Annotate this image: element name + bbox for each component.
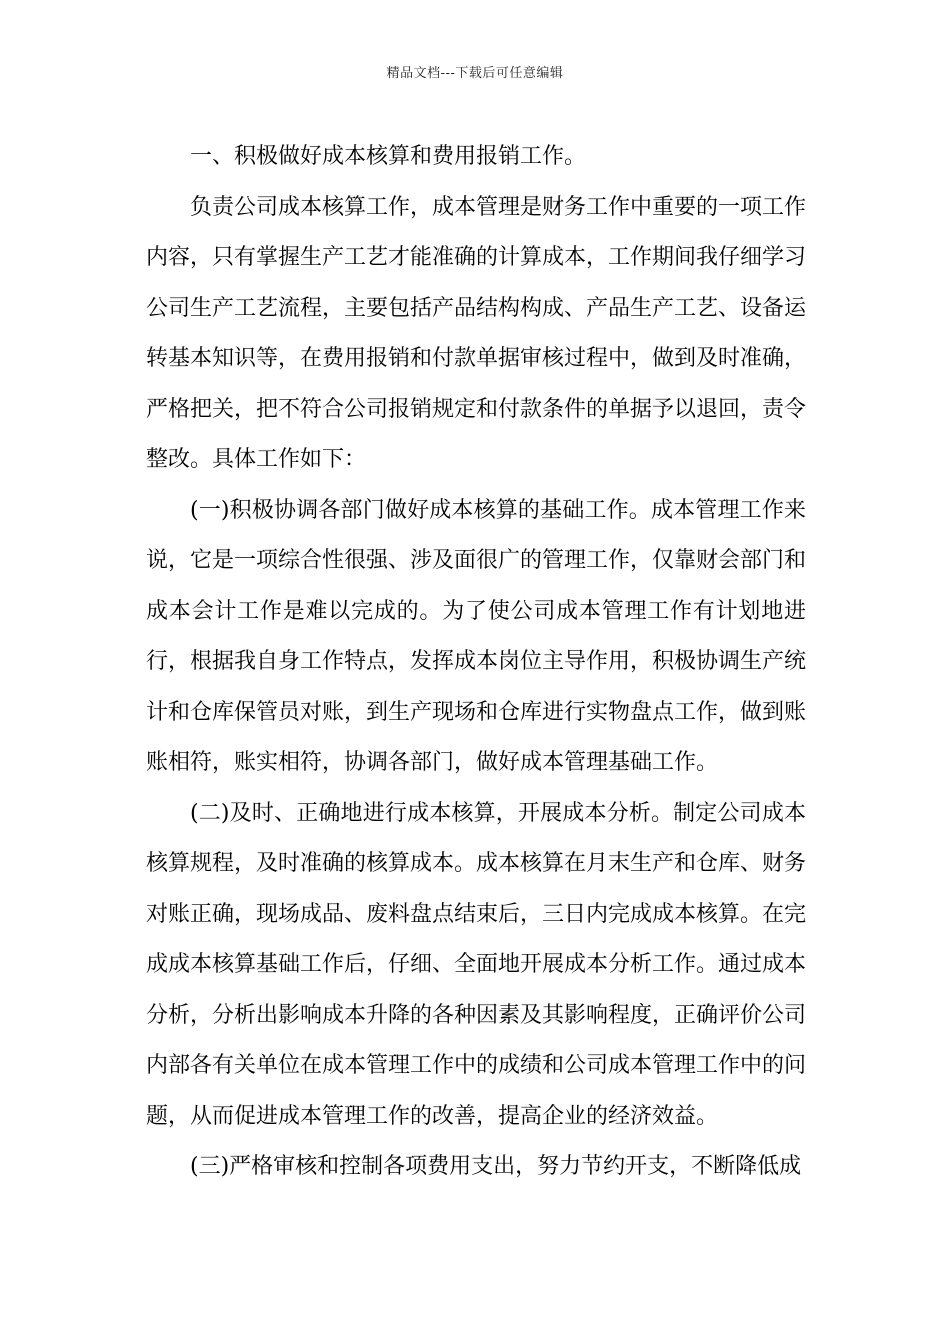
- paragraph-item-3: (三)严格审核和控制各项费用支出，努力节约开支，不断降低成: [190, 1154, 802, 1179]
- document-body: [146, 132, 806, 1193]
- paragraph-intro: 负责公司成本核算工作，成本管理是财务工作中重要的一项工作内容，只有掌握生产工艺才能准确的计算成本，工作期间我仔细学习公司生产工艺流程，主要包括产品结构构成、产品生产工艺、设备运转基本知识等，在费用报销和付款单据审核过程中，做到及时准确，严格把关，把不符合公司报销规定和付款条件的单据予以退回，责令整改。具体工作如下：: [146, 194, 807, 472]
- paragraph-item-2: (二)及时、正确地进行成本核算，开展成本分析。制定公司成本核算规程，及时准确的核算成本。成本核算在月末生产和仓库、财务对账正确，现场成品、废料盘点结束后，三日内完成成本核算。在完成成本核算基础工作后，仔细、全面地开展成本分析工作。通过成本分析，分析出影响成本升降的各种因素及其影响程度，正确评价公司内部各有关单位在成本管理工作中的成绩和公司成本管理工作中的问题，从而促进成本管理工作的改善，提高企业的经济效益。: [146, 800, 807, 1129]
- section-heading: 一、积极做好成本核算和费用报销工作。: [190, 144, 587, 169]
- page-header: 精品文档---下载后可任意编辑: [386, 66, 564, 81]
- paragraph-item-1: (一)积极协调各部门做好成本核算的基础工作。成本管理工作来说，它是一项综合性很强、涉及面很广的管理工作，仅靠财会部门和成本会计工作是难以完成的。为了使公司成本管理工作有计划地进行，根据我自身工作特点，发挥成本岗位主导作用，积极协调生产统计和仓库保管员对账，到生产现场和仓库进行实物盘点工作，做到账账相符，账实相符，协调各部门，做好成本管理基础工作。: [146, 497, 807, 775]
